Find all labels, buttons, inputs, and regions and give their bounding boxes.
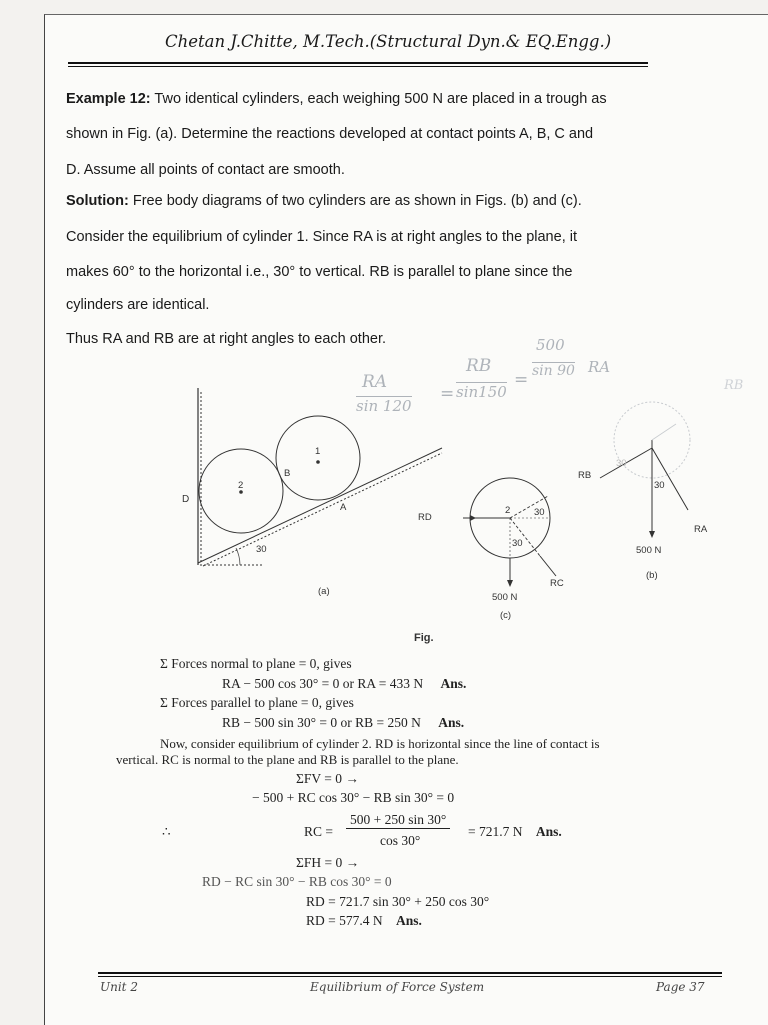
eq-sum-fv: ΣFV = 0 → [296, 771, 359, 786]
fig-b-angle-2: 30 [616, 458, 627, 469]
fig-a-center-1 [316, 460, 320, 464]
solution-line-1: Solution: Free body diagrams of two cylinders are as shown in Figs. (b) and (c). [66, 193, 582, 209]
eq-therefore: ∴ [162, 824, 171, 839]
problem-line-1: Example 12: Two identical cylinders, each weighing 500 N are placed in a trough as [66, 91, 607, 107]
fig-b-ra-arrow [652, 448, 688, 510]
footer-title: Equilibrium of Force System [310, 980, 485, 994]
fig-a-point-b: B [284, 468, 291, 479]
fig-a-angle: 30 [256, 544, 267, 555]
fig-a-wall [198, 388, 201, 565]
eq-rc-numerator: 500 + 250 sin 30° [346, 812, 450, 829]
eq-sum-fh: ΣFH = 0 → [296, 855, 360, 870]
solution-label: Solution: [66, 193, 129, 209]
hand-ra: RA [362, 372, 388, 392]
hand-sin120: sin 120 [356, 397, 412, 415]
fig-b-ra-label: RA [694, 524, 708, 535]
eq-normal-heading: Σ Forces normal to plane = 0, gives [160, 656, 352, 671]
solution-line-3: makes 60° to the horizontal i.e., 30° to vertical. RB is parallel to plane since the [66, 264, 573, 280]
eq-ra-ans: Ans. [440, 676, 467, 691]
eq-cylinder2-line1: Now, consider equilibrium of cylinder 2. RD is horizontal since the line of contact is [160, 736, 600, 751]
solution-line-2: Consider the equilibrium of cylinder 1. Since RA is at right angles to the plane, it [66, 229, 577, 245]
eq-rc-denominator: cos 30° [380, 833, 421, 848]
page-header-title: Chetan J.Chitte, M.Tech.(Structural Dyn.& EQ.Engg.) [165, 32, 612, 51]
eq-ra: RA − 500 cos 30° = 0 or RA = 433 N Ans. [222, 676, 467, 691]
footer-rule-thin [98, 976, 722, 977]
hand-sin90: sin 90 [532, 363, 575, 379]
hand-sin150: sin150 [456, 383, 507, 401]
solution-line-4: cylinders are identical. [66, 297, 210, 313]
eq-parallel-heading: Σ Forces parallel to plane = 0, gives [160, 695, 354, 710]
fig-a-point-a: A [340, 502, 347, 513]
eq-rd-expression: RD = 721.7 sin 30° + 250 cos 30° [306, 894, 490, 909]
figure-caption: Fig. [414, 632, 434, 644]
hand-rb: RB [466, 356, 492, 376]
eq-fv-expansion: − 500 + RC cos 30° − RB sin 30° = 0 [252, 790, 455, 805]
problem-line-2: shown in Fig. (a). Determine the reactions developed at contact points A, B, C and [66, 126, 594, 142]
fig-c-angle-1: 30 [534, 507, 545, 518]
fig-a-plane [198, 448, 442, 566]
hand-eq2: = [514, 370, 529, 390]
fig-c-label-2: 2 [505, 505, 511, 516]
fig-c-weight: 500 N [492, 592, 518, 603]
fig-b-rb-label: RB [578, 470, 592, 481]
solution-line-5: Thus RA and RB are at right angles to each other. [66, 331, 386, 347]
eq-fh-expansion: RD − RC sin 30° − RB cos 30° = 0 [202, 874, 392, 889]
footer-rule-thick [98, 972, 722, 974]
fig-a-cylinder-1 [276, 416, 360, 500]
fig-a-label-1: 1 [315, 446, 321, 457]
eq-rc-rhs: = 721.7 N Ans. [468, 824, 562, 839]
eq-rd-ans: Ans. [396, 913, 422, 928]
example-label: Example 12: [66, 91, 151, 107]
fig-c-rd-label: RD [418, 512, 432, 523]
fig-c-angle-2: 30 [512, 538, 523, 549]
fig-c-caption: (c) [500, 610, 512, 621]
fig-b-caption: (b) [646, 570, 658, 581]
eq-rd-result: RD = 577.4 N Ans. [306, 913, 422, 928]
footer-unit: Unit 2 [100, 980, 138, 994]
hand-eq1: = [440, 384, 455, 404]
fig-b-weight: 500 N [636, 545, 662, 556]
problem-line-3: D. Assume all points of contact are smooth. [66, 162, 345, 178]
eq-rc-ans: Ans. [535, 824, 562, 839]
fig-a-caption: (a) [318, 586, 330, 597]
hand-ra-2: RA [588, 358, 611, 376]
fig-a-point-d: D [182, 494, 190, 505]
fig-a-label-2: 2 [238, 480, 244, 491]
eq-rb-ans: Ans. [438, 715, 465, 730]
eq-rc-lhs: RC = [304, 824, 333, 839]
hand-500: 500 [536, 336, 565, 354]
fig-c-rc-line [510, 518, 540, 556]
fig-c-rc-label: RC [550, 578, 564, 589]
hand-rb-2: RB [724, 378, 744, 393]
fig-b-angle-1: 30 [654, 480, 665, 491]
eq-cylinder2-line2: vertical. RC is normal to the plane and RB is parallel to the plane. [116, 752, 459, 767]
footer-page-number: Page 37 [656, 980, 705, 994]
eq-rb: RB − 500 sin 30° = 0 or RB = 250 N Ans. [222, 715, 465, 730]
